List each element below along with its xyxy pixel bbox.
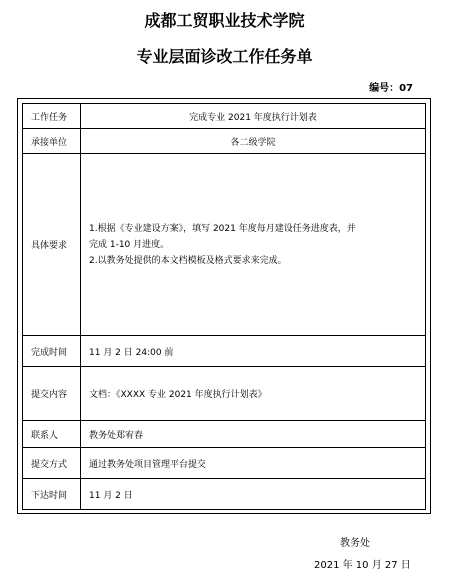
- doc-no-label: 编号：: [369, 83, 400, 94]
- row-label-requirements: 具体要求: [23, 154, 81, 336]
- school-name: 成都工贸职业技术学院: [144, 11, 305, 30]
- requirement-line: 完成 1-10 月进度。: [89, 239, 170, 250]
- row-value-unit: 各二级学院: [81, 129, 426, 154]
- row-label-task: 工作任务: [23, 104, 81, 129]
- table-row: [23, 479, 426, 510]
- requirement-line: 1.根据《专业建设方案》，填写 2021 年度每月建设任务进度表，并: [89, 223, 356, 234]
- doc-no-value: 07: [399, 83, 413, 94]
- row-label-submission-content: 提交内容: [23, 367, 81, 421]
- row-value-deadline: 11 月 2 日 24:00 前: [81, 336, 426, 367]
- table-row: [23, 154, 426, 336]
- issuing-department: 教务处: [340, 538, 370, 549]
- form-title: 专业层面诊改工作任务单: [136, 47, 313, 66]
- row-label-deadline: 完成时间: [23, 336, 81, 367]
- row-label-unit: 承接单位: [23, 129, 81, 154]
- row-value-requirements: [81, 154, 426, 336]
- table-row: [23, 104, 426, 129]
- table-row: [23, 336, 426, 367]
- row-label-contact: 联系人: [23, 421, 81, 448]
- task-table: [22, 103, 426, 510]
- row-value-issue-date: 11 月 2 日: [81, 479, 426, 510]
- table-row: [23, 448, 426, 479]
- row-value-submission-method: 通过教务处项目管理平台提交: [81, 448, 426, 479]
- table-row: [23, 129, 426, 154]
- row-value-task: 完成专业 2021 年度执行计划表: [81, 104, 426, 129]
- row-value-contact: 教务处郑宥春: [81, 421, 426, 448]
- table-row: [23, 421, 426, 448]
- row-value-submission-content: 文档：《XXXX 专业 2021 年度执行计划表》: [81, 367, 426, 421]
- issue-date: 2021 年 10 月 27 日: [314, 560, 411, 571]
- table-row: [23, 367, 426, 421]
- requirement-line: 2.以教务处提供的本文档模板及格式要求来完成。: [89, 255, 287, 266]
- row-label-issue-date: 下达时间: [23, 479, 81, 510]
- row-label-submission-method: 提交方式: [23, 448, 81, 479]
- document-number: [369, 79, 413, 94]
